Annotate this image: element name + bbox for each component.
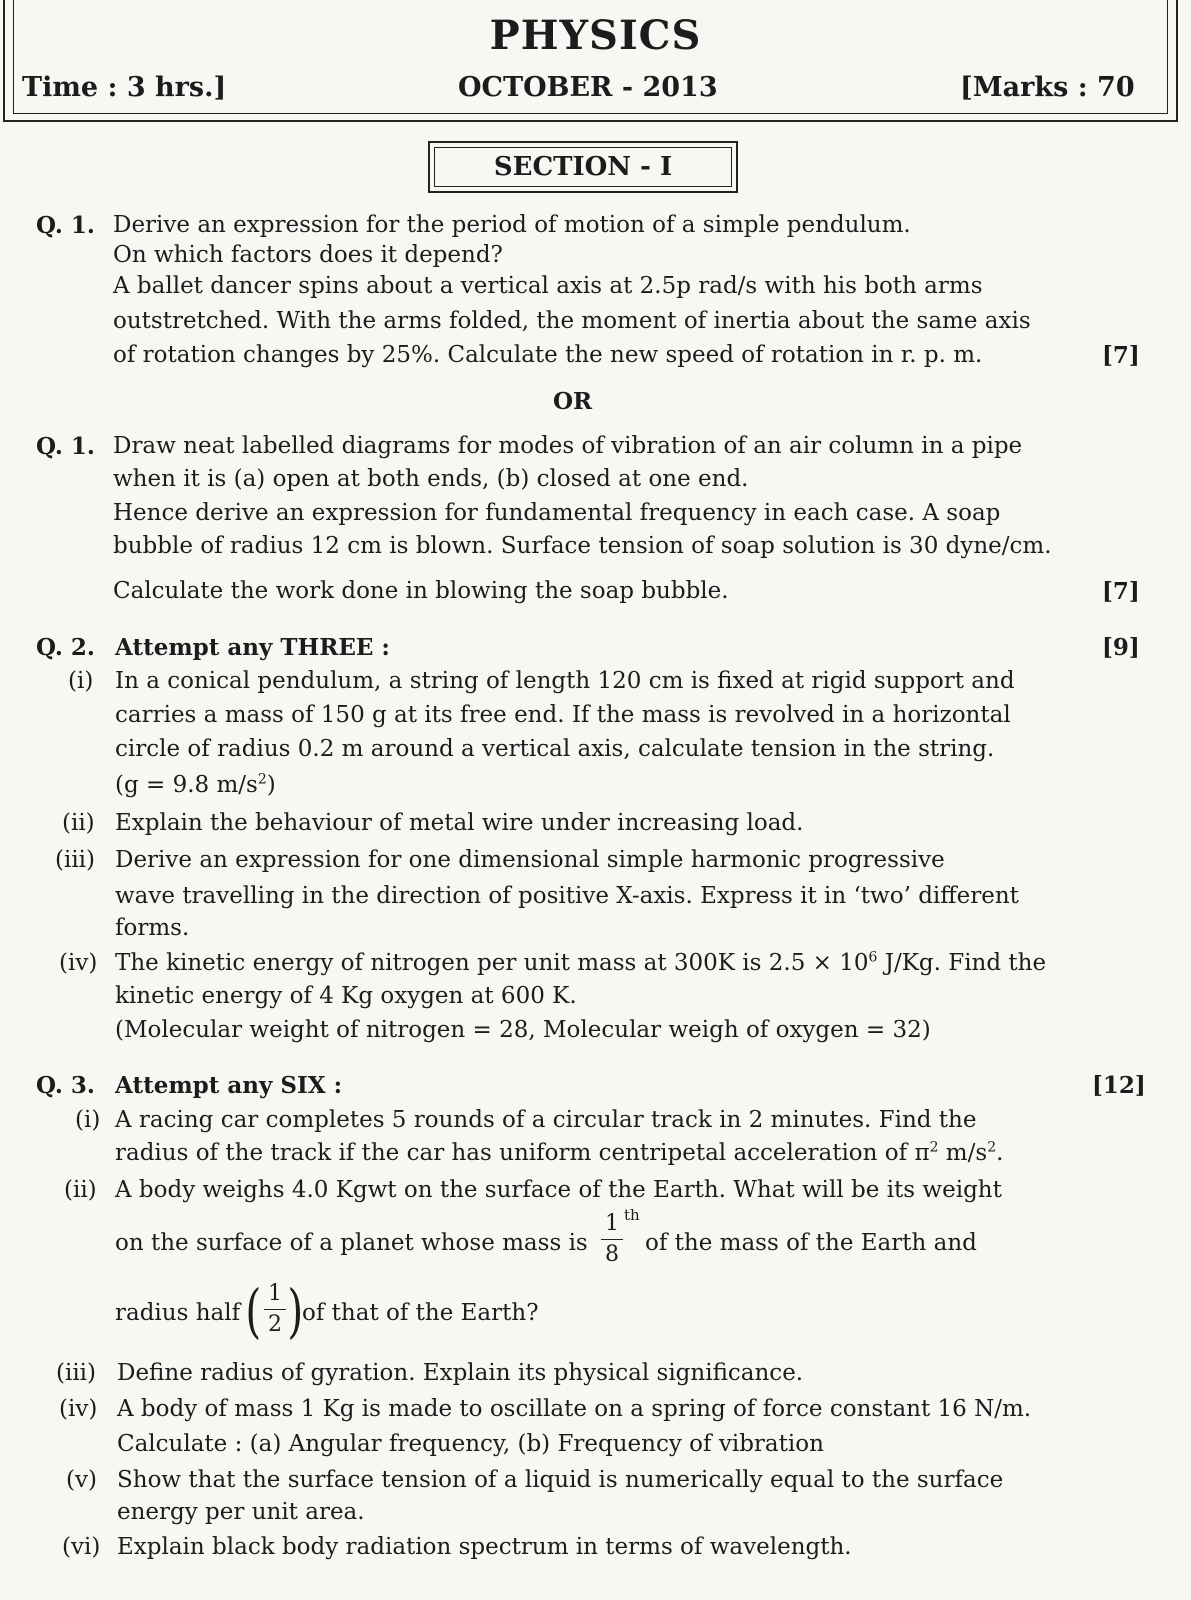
q2-item-label: (iv)	[59, 950, 98, 976]
q2-item-line: The kinetic energy of nitrogen per unit mass at 300K is $2.5 \times 10^6$ J/Kg. Find the	[115, 949, 1047, 976]
q1b-line: Hence derive an expression for fundamental frequency in each case. A soap	[113, 500, 1001, 526]
q1-number: Q. 1.	[36, 212, 95, 239]
q3-item-line: on the surface of a planet whose mass is	[115, 1230, 588, 1256]
q1b-line: Calculate the work done in blowing the soap bubble.	[113, 578, 729, 604]
q3-item-line: of that of the Earth?	[302, 1300, 539, 1326]
q2-item-label: (i)	[68, 668, 94, 694]
section-heading: SECTION - I	[428, 141, 738, 193]
q3-item-label: (vi)	[62, 1534, 101, 1560]
q3-title: Attempt any SIX :	[115, 1072, 343, 1099]
q3-number: Q. 3.	[36, 1072, 95, 1099]
q1-line: On which factors does it depend?	[113, 242, 503, 268]
exam-date: OCTOBER - 2013	[458, 72, 718, 103]
q1-line: of rotation changes by 25%. Calculate the new speed of rotation in r. p. m.	[113, 342, 983, 368]
fraction-one-half: 1 2	[264, 1280, 286, 1339]
q3-item-line: radius half	[115, 1300, 241, 1326]
q1b-line: bubble of radius 12 cm is blown. Surface tension of soap solution is 30 dyne/cm.	[113, 533, 1052, 559]
th-superscript: th	[624, 1206, 640, 1224]
q1b-marks: [7]	[1102, 578, 1140, 605]
q2-item-line: circle of radius 0.2 m around a vertical axis, calculate tension in the string.	[115, 736, 995, 762]
q3-item-line: Show that the surface tension of a liquid is numerically equal to the surface	[117, 1467, 1004, 1493]
q2-item-label: (iii)	[55, 847, 96, 873]
q3-item-label: (iii)	[56, 1360, 97, 1386]
or-separator: OR	[553, 388, 593, 415]
q3-item-line: A body of mass 1 Kg is made to oscillate on a spring of force constant 16 N/m.	[117, 1396, 1032, 1422]
q1b-line: Draw neat labelled diagrams for modes of vibration of an air column in a pipe	[113, 433, 1023, 459]
q1b-line: when it is (a) open at both ends, (b) closed at one end.	[113, 466, 749, 492]
q2-item-line: Explain the behaviour of metal wire under increasing load.	[115, 810, 804, 836]
q3-item-line: radius of the track if the car has uniform centripetal acceleration of $\pi^2$ $m/s^2$.	[115, 1139, 1004, 1166]
q1-line: Derive an expression for the period of motion of a simple pendulum.	[113, 212, 911, 238]
q2-item-line: Derive an expression for one dimensional simple harmonic progressive	[115, 847, 945, 873]
q2-number: Q. 2.	[36, 634, 95, 661]
time-label: Time : 3 hrs.]	[22, 72, 227, 103]
q2-item-line: forms.	[115, 915, 190, 941]
q3-item-line: A body weighs 4.0 Kgwt on the surface of the Earth. What will be its weight	[115, 1177, 1002, 1203]
q3-item-line: A racing car completes 5 rounds of a circular track in 2 minutes. Find the	[115, 1107, 977, 1133]
q2-item-line: kinetic energy of 4 Kg oxygen at 600 K.	[115, 983, 577, 1009]
q2-item-line: In a conical pendulum, a string of length 120 cm is fixed at rigid support and	[115, 668, 1015, 694]
q2-item-line: carries a mass of 150 g at its free end. If the mass is revolved in a horizontal	[115, 702, 1011, 728]
marks-label: [Marks : 70	[960, 72, 1135, 103]
left-paren: (	[245, 1277, 262, 1345]
q3-marks: [12]	[1092, 1072, 1146, 1099]
q1-marks: [7]	[1102, 342, 1140, 369]
q2-item-line: (Molecular weight of nitrogen = 28, Molecular weigh of oxygen = 32)	[115, 1017, 931, 1043]
q3-item-label: (i)	[75, 1107, 101, 1133]
q2-item-label: (ii)	[62, 810, 95, 836]
right-paren: )	[287, 1277, 304, 1345]
q3-item-line: energy per unit area.	[117, 1499, 365, 1525]
q2-title: Attempt any THREE :	[115, 634, 390, 661]
q2-item-line: wave travelling in the direction of positive X-axis. Express it in ‘two’ different	[115, 883, 1019, 909]
fraction-one-eighth: 1 8	[601, 1210, 623, 1269]
q2-marks: [9]	[1102, 634, 1140, 661]
q2-item-gravity: (g = 9.8 $m/s^2$)	[115, 771, 276, 798]
q3-item-label: (v)	[66, 1467, 97, 1493]
q1-line: A ballet dancer spins about a vertical axis at 2.5p rad/s with his both arms	[113, 273, 983, 299]
subject-title: PHYSICS	[489, 12, 702, 59]
q3-item-line: Calculate : (a) Angular frequency, (b) Frequency of vibration	[117, 1431, 824, 1457]
q1b-number: Q. 1.	[36, 433, 95, 460]
q3-item-line: of the mass of the Earth and	[645, 1230, 977, 1256]
q3-item-line: Define radius of gyration. Explain its physical significance.	[117, 1360, 804, 1386]
q1-line: outstretched. With the arms folded, the moment of inertia about the same axis	[113, 308, 1031, 334]
q3-item-label: (iv)	[59, 1396, 98, 1422]
q3-item-line: Explain black body radiation spectrum in terms of wavelength.	[117, 1534, 852, 1560]
q3-item-label: (ii)	[64, 1177, 97, 1203]
